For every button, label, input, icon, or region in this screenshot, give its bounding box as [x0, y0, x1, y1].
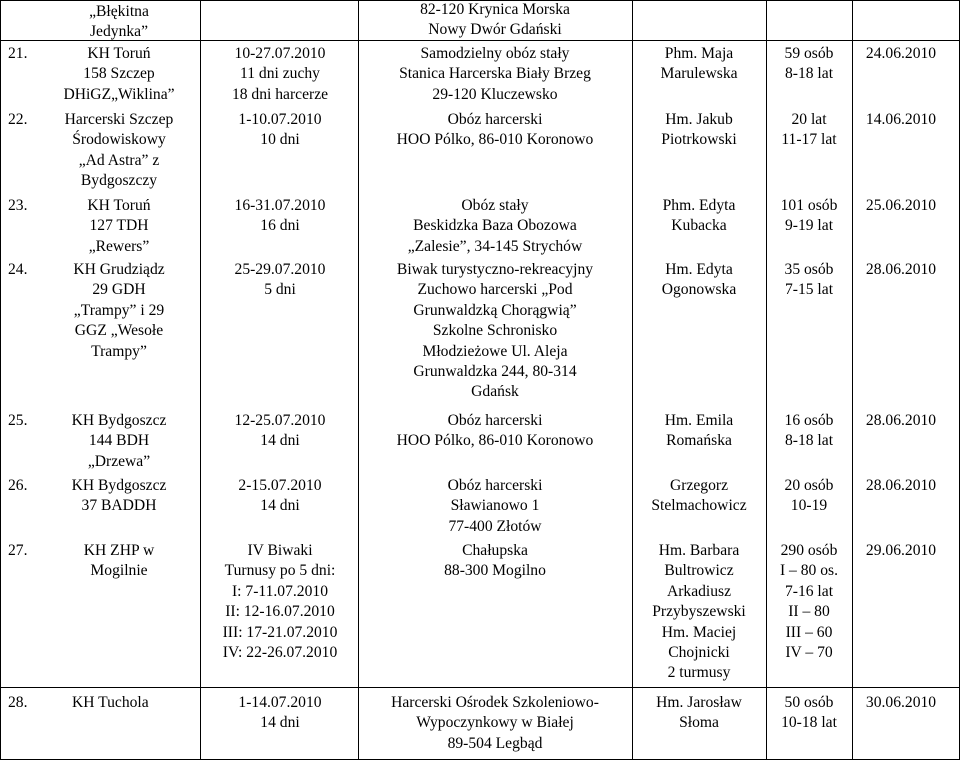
row-name: KH Toruń 158 Szczep DHiGZ„Wiklina” — [63, 45, 175, 103]
row-term: 1-14.07.2010 14 dni — [238, 694, 322, 732]
row-place: Biwak turystyczno-rekreacyjny Zuchowo harcerski „Pod Grunwaldzką Chorągwią” Szkolne Schronisko Młodzieżowe Ul. Aleja Grunwaldzka 244, 80-314 Gdańsk — [396, 261, 594, 401]
row-leader: Grzegorz Stelmachowicz — [651, 477, 747, 515]
row-participants: 59 osób 8-18 lat — [784, 45, 834, 83]
row-term: 10-27.07.2010 11 dni zuchy 18 dni harcerze — [231, 45, 329, 103]
row-number: 26. — [8, 477, 28, 494]
row-place: Samodzielny obóz stały Stanica Harcerska Biały Brzeg 29-120 Kluczewsko — [399, 45, 591, 103]
row-number: 22. — [8, 111, 28, 128]
row-leader: Hm. Emila Romańska — [664, 412, 734, 450]
column-border — [0, 0, 1, 760]
row-leader: Hm. Edyta Ogonowska — [661, 261, 737, 299]
row-place: Obóz harcerski HOO Pólko, 86-010 Koronowo — [396, 111, 594, 149]
row-place: Chałupska 88-300 Mogilno — [444, 542, 546, 580]
row-participants: 16 osób 8-18 lat — [784, 412, 834, 450]
row-place: Obóz harcerski HOO Pólko, 86-010 Koronowo — [396, 412, 594, 450]
row-number: 28. — [8, 694, 28, 711]
row-participants: 20 osób 10-19 — [784, 477, 834, 515]
row-term: 12-25.07.2010 14 dni — [234, 412, 326, 450]
row-border — [0, 687, 960, 688]
row-term: 1-10.07.2010 10 dni — [238, 111, 322, 149]
row-leader: Phm. Maja Marulewska — [660, 45, 738, 83]
row-leader: Hm. Jakub Piotrkowski — [661, 111, 737, 149]
row-date: 14.06.2010 — [865, 111, 937, 128]
row-leader: Hm. Barbara Bultrowicz Arkadiusz Przybyszewski Hm. Maciej Chojnicki 2 turmusy — [652, 542, 746, 682]
row-participants: 35 osób 7-15 lat — [784, 261, 834, 299]
column-border — [358, 0, 359, 760]
row-name: KH Grudziądz 29 GDH „Trampy” i 29 GGZ „Wesołe Trampy” — [73, 261, 165, 360]
row-participants: 50 osób 10-18 lat — [781, 694, 837, 732]
row-participants: 101 osób 9-19 lat — [780, 197, 838, 235]
row-date: 28.06.2010 — [865, 412, 937, 429]
row-term: 16-31.07.2010 16 dni — [234, 197, 326, 235]
row-participants: 20 lat 11-17 lat — [781, 111, 837, 149]
row-number: 23. — [8, 197, 28, 214]
row-name: KH Bydgoszcz 144 BDH „Drzewa” — [71, 412, 167, 470]
row-name: KH Bydgoszcz 37 BADDH — [71, 477, 167, 515]
row-number: 25. — [8, 412, 28, 429]
row-date: 30.06.2010 — [865, 694, 937, 711]
row-date: 24.06.2010 — [865, 45, 937, 62]
row-place: Obóz harcerski Sławianowo 1 77-400 Złotów — [447, 477, 543, 535]
row-number: 24. — [8, 261, 28, 278]
row-term: IV Biwaki Turnusy po 5 dni: I: 7-11.07.2010 II: 12-16.07.2010 III: 17-21.07.2010 IV: 22-26.07.2010 — [222, 542, 338, 662]
row-number: 27. — [8, 542, 28, 559]
row-date: 25.06.2010 — [865, 197, 937, 214]
row-term: 25-29.07.2010 5 dni — [234, 261, 326, 299]
row-participants: 290 osób I – 80 os. 7-16 lat II – 80 III – 60 IV – 70 — [779, 542, 839, 662]
continuation-name: „Błękitna Jedynka” — [89, 3, 149, 41]
row-leader: Hm. Jarosław Słoma — [656, 694, 742, 732]
row-number: 21. — [8, 45, 28, 62]
row-date: 28.06.2010 — [865, 261, 937, 278]
row-name: KH Toruń 127 TDH „Rewers” — [87, 197, 151, 255]
row-term: 2-15.07.2010 14 dni — [238, 477, 322, 515]
row-date: 28.06.2010 — [865, 477, 937, 494]
row-place: Obóz stały Beskidzka Baza Obozowa „Zalesie”, 34-145 Strychów — [407, 197, 583, 255]
continuation-place: 82-120 Krynica Morska Nowy Dwór Gdański — [420, 1, 570, 39]
column-border — [200, 0, 201, 760]
row-place: Harcerski Ośrodek Szkoleniowo- Wypoczynkowy w Białej 89-504 Legbąd — [391, 694, 599, 752]
column-border — [632, 0, 633, 760]
row-date: 29.06.2010 — [865, 542, 937, 559]
row-leader: Phm. Edyta Kubacka — [662, 197, 736, 235]
row-name: Harcerski Szczep Środowiskowy „Ad Astra” z Bydgoszczy — [64, 111, 174, 190]
row-name: KH Tuchola — [72, 694, 149, 711]
row-name: KH ZHP w Mogilnie — [83, 542, 155, 580]
